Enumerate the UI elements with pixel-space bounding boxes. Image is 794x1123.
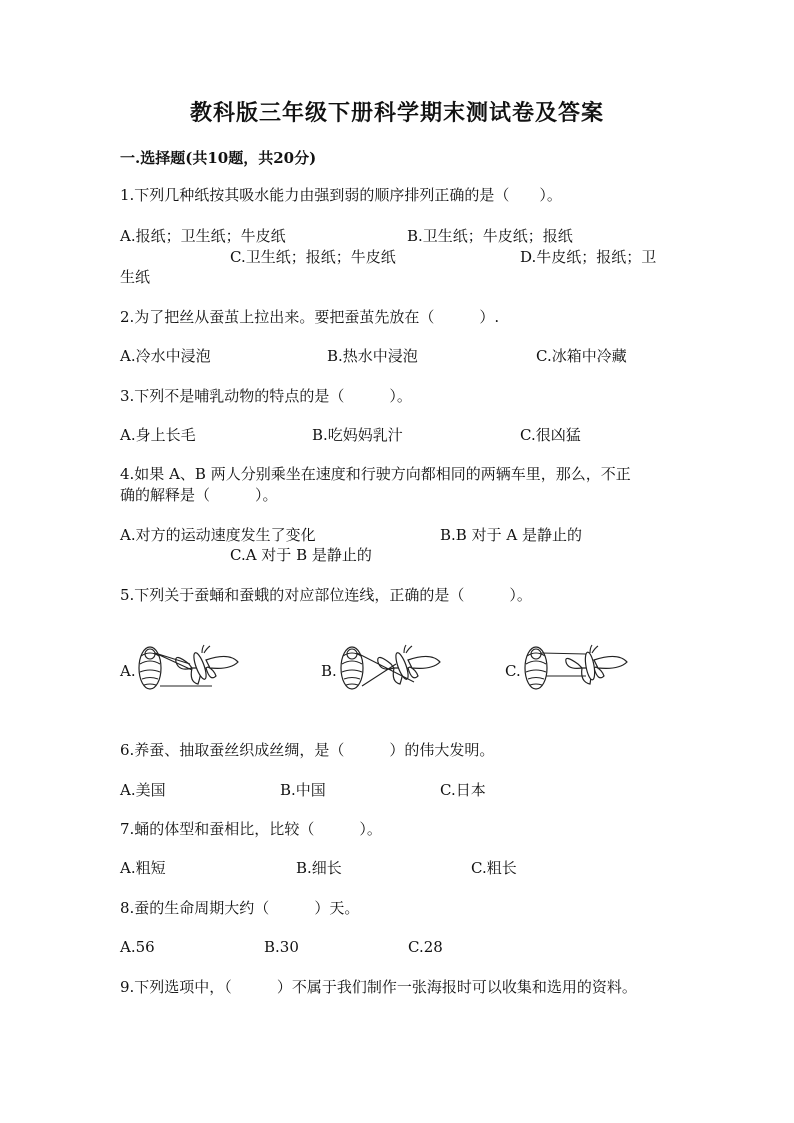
question-4-stem-line-2: 确的解释是（ ）。 (120, 486, 278, 504)
question-3-option-a[interactable]: A.身上长毛 (120, 426, 196, 444)
question-6-option-a[interactable]: A.美国 (120, 781, 166, 799)
question-1-option-c[interactable]: C.卫生纸；报纸；牛皮纸 (230, 248, 396, 266)
question-3-stem: 3.下列不是哺乳动物的特点的是（ ）。 (120, 387, 412, 405)
question-2-option-c[interactable]: C.冰箱中冷藏 (536, 347, 627, 365)
question-5-stem: 5.下列关于蚕蛹和蚕蛾的对应部位连线，正确的是（ ）。 (120, 586, 532, 604)
section-heading: 一.选择题(共10题，共20分) (120, 149, 317, 167)
question-3-option-b[interactable]: B.吃妈妈乳汁 (312, 426, 403, 444)
question-4-option-b[interactable]: B.B 对于 A 是静止的 (440, 526, 582, 544)
question-4-stem-line-1: 4.如果 A、B 两人分别乘坐在速度和行驶方向都相同的两辆车里，那么，不正 (120, 465, 631, 483)
question-3-option-c[interactable]: C.很凶猛 (520, 426, 581, 444)
question-1-stem: 1.下列几种纸按其吸水能力由强到弱的顺序排列正确的是（ ）。 (120, 186, 562, 204)
question-1-option-b[interactable]: B.卫生纸；牛皮纸；报纸 (407, 227, 573, 245)
question-4-option-c[interactable]: C.A 对于 B 是静止的 (230, 546, 372, 564)
question-7-option-a[interactable]: A.粗短 (120, 859, 166, 877)
question-8-option-a[interactable]: A.56 (120, 938, 155, 956)
question-7-option-b[interactable]: B.细长 (296, 859, 342, 877)
question-5-option-b-label[interactable]: B. (321, 662, 337, 680)
question-8-option-c[interactable]: C.28 (408, 938, 443, 956)
question-8-stem: 8.蚕的生命周期大约（ ）天。 (120, 899, 360, 917)
question-2-option-b[interactable]: B.热水中浸泡 (327, 347, 418, 365)
question-5-option-a-label[interactable]: A. (120, 662, 136, 680)
question-7-option-c[interactable]: C.粗长 (471, 859, 517, 877)
question-6-option-b[interactable]: B.中国 (280, 781, 326, 799)
question-8-option-b[interactable]: B.30 (264, 938, 299, 956)
question-2-stem: 2.为了把丝从蚕茧上拉出来。要把蚕茧先放在（ ）. (120, 308, 500, 326)
question-1-option-d[interactable]: D.牛皮纸；报纸；卫 (520, 248, 657, 266)
question-9-stem: 9.下列选项中，（ ）不属于我们制作一张海报时可以收集和选用的资料。 (120, 978, 637, 996)
question-6-stem: 6.养蚕、抽取蚕丝织成丝绸，是（ ）的伟大发明。 (120, 741, 495, 759)
question-6-option-c[interactable]: C.日本 (440, 781, 486, 799)
page-title: 教科版三年级下册科学期末测试卷及答案 (189, 100, 604, 126)
question-2-option-a[interactable]: A.冷水中浸泡 (120, 347, 211, 365)
question-7-stem: 7.蛹的体型和蚕相比，比较（ ）。 (120, 820, 382, 838)
question-5-option-c-label[interactable]: C. (505, 662, 521, 680)
question-4-option-a[interactable]: A.对方的运动速度发生了变化 (120, 526, 316, 544)
pupa-moth-figure-b[interactable] (336, 642, 446, 694)
question-1-option-d-continued: 生纸 (120, 268, 151, 286)
pupa-moth-figure-a[interactable] (134, 642, 244, 694)
pupa-moth-figure-c[interactable] (520, 642, 632, 694)
question-1-option-a[interactable]: A.报纸；卫生纸；牛皮纸 (120, 227, 286, 245)
